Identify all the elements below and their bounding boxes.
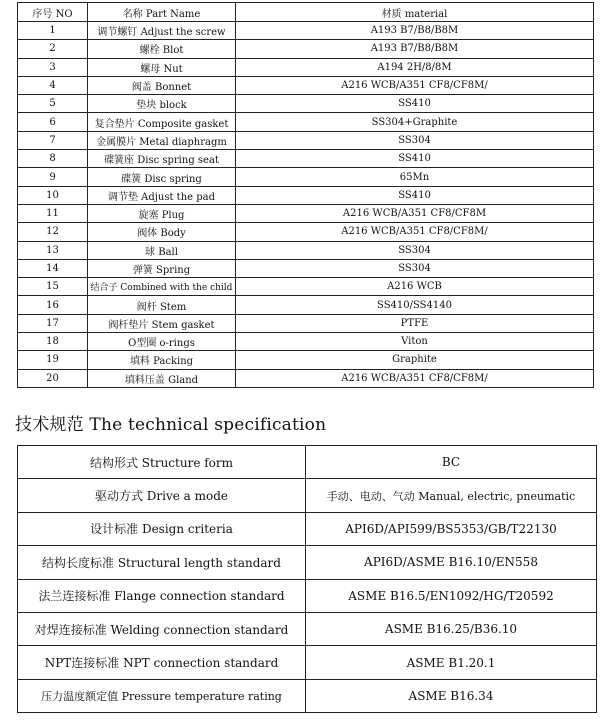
table-row [18,22,594,40]
part-material: A193 B7/B8/B8M [236,40,594,58]
part-material: A216 WCB/A351 CF8/CF8M [236,204,594,222]
part-name: 填料 Packing [88,351,236,369]
spec-value: ASME B1.20.1 [306,646,597,679]
part-name: 填料压盖 Gland [88,369,236,387]
spec-value: 手动、电动、气动 Manual, electric, pneumatic [306,479,597,512]
table-row [18,58,594,76]
part-name: 调节垫 Adjust the pad [88,186,236,204]
table-row [18,95,594,113]
spec-label: NPT连接标准 NPT connection standard [18,646,306,679]
part-no: 6 [18,113,88,131]
part-name: 调节螺钉 Adjust the screw [88,22,236,40]
part-material: A216 WCB/A351 CF8/CF8M/ [236,369,594,387]
part-name: 阀体 Body [88,223,236,241]
table-row [18,296,594,314]
spec-value: ASME B16.25/B36.10 [306,612,597,645]
part-no: 12 [18,223,88,241]
part-no: 3 [18,58,88,76]
part-no: 5 [18,95,88,113]
spec-row [18,479,597,512]
part-material: A216 WCB [236,278,594,296]
header-material: 材质 material [236,3,594,22]
part-no: 13 [18,241,88,259]
part-name: 旋塞 Plug [88,204,236,222]
table-row [18,40,594,58]
part-material: SS410 [236,95,594,113]
part-name: O型圈 o-rings [88,333,236,351]
spec-label: 对焊连接标准 Welding connection standard [18,612,306,645]
spec-row [18,579,597,612]
spec-value: API6D/ASME B16.10/EN558 [306,546,597,579]
part-name: 垫块 block [88,95,236,113]
part-name: 弹簧 Spring [88,259,236,277]
part-material: Viton [236,333,594,351]
spec-heading: 技术规范 The technical specification [15,415,327,435]
part-name: 螺母 Nut [88,58,236,76]
table-row [18,186,594,204]
table-row [18,259,594,277]
table-row [18,278,594,296]
part-name: 碟簧座 Disc spring seat [88,150,236,168]
part-material: SS410/SS4140 [236,296,594,314]
part-material: A194 2H/8/8M [236,58,594,76]
spec-label: 驱动方式 Drive a mode [18,479,306,512]
part-name: 球 Ball [88,241,236,259]
table-row [18,131,594,149]
table-row [18,76,594,94]
header-no: 序号 NO [18,3,88,22]
part-no: 19 [18,351,88,369]
table-row [18,333,594,351]
part-material: PTFE [236,314,594,332]
part-no: 8 [18,150,88,168]
table-row [18,204,594,222]
spec-value: ASME B16.34 [306,679,597,712]
part-material: SS304+Graphite [236,113,594,131]
part-no: 4 [18,76,88,94]
part-no: 11 [18,204,88,222]
part-name: 金属膜片 Metal diaphragm [88,131,236,149]
part-material: SS410 [236,186,594,204]
part-name: 阀盖 Bonnet [88,76,236,94]
table-row [18,314,594,332]
table-row [18,168,594,186]
spec-value: BC [306,446,597,479]
spec-label: 设计标准 Design criteria [18,512,306,545]
spec-value: ASME B16.5/EN1092/HG/T20592 [306,579,597,612]
part-material: Graphite [236,351,594,369]
spec-row [18,646,597,679]
table-row [18,241,594,259]
part-no: 18 [18,333,88,351]
part-material: A193 B7/B8/B8M [236,22,594,40]
table-row [18,223,594,241]
table-row [18,369,594,387]
table-row [18,150,594,168]
part-no: 16 [18,296,88,314]
part-no: 17 [18,314,88,332]
part-name: 碟簧 Disc spring [88,168,236,186]
part-name: 阀杆垫片 Stem gasket [88,314,236,332]
part-name: 阀杆 Stem [88,296,236,314]
parts-table [17,2,594,388]
part-no: 2 [18,40,88,58]
table-row [18,113,594,131]
spec-label: 法兰连接标准 Flange connection standard [18,579,306,612]
part-name: 复合垫片 Composite gasket [88,113,236,131]
part-material: SS410 [236,150,594,168]
spec-label: 结构形式 Structure form [18,446,306,479]
spec-table [17,445,597,713]
table-row [18,351,594,369]
part-material: SS304 [236,131,594,149]
part-no: 14 [18,259,88,277]
parts-header-row [18,3,594,22]
spec-row [18,446,597,479]
part-no: 10 [18,186,88,204]
part-no: 7 [18,131,88,149]
part-material: A216 WCB/A351 CF8/CF8M/ [236,223,594,241]
spec-value: API6D/API599/BS5353/GB/T22130 [306,512,597,545]
part-material: A216 WCB/A351 CF8/CF8M/ [236,76,594,94]
spec-row [18,612,597,645]
spec-label: 结构长度标准 Structural length standard [18,546,306,579]
spec-row [18,679,597,712]
part-no: 1 [18,22,88,40]
spec-row [18,546,597,579]
part-no: 20 [18,369,88,387]
part-material: SS304 [236,259,594,277]
header-part-name: 名称 Part Name [88,3,236,22]
spec-row [18,512,597,545]
part-no: 15 [18,278,88,296]
part-material: 65Mn [236,168,594,186]
part-name: 螺栓 Blot [88,40,236,58]
part-material: SS304 [236,241,594,259]
spec-label: 压力温度额定值 Pressure temperature rating [18,679,306,712]
part-name: 结合子 Combined with the child [88,278,236,296]
part-no: 9 [18,168,88,186]
